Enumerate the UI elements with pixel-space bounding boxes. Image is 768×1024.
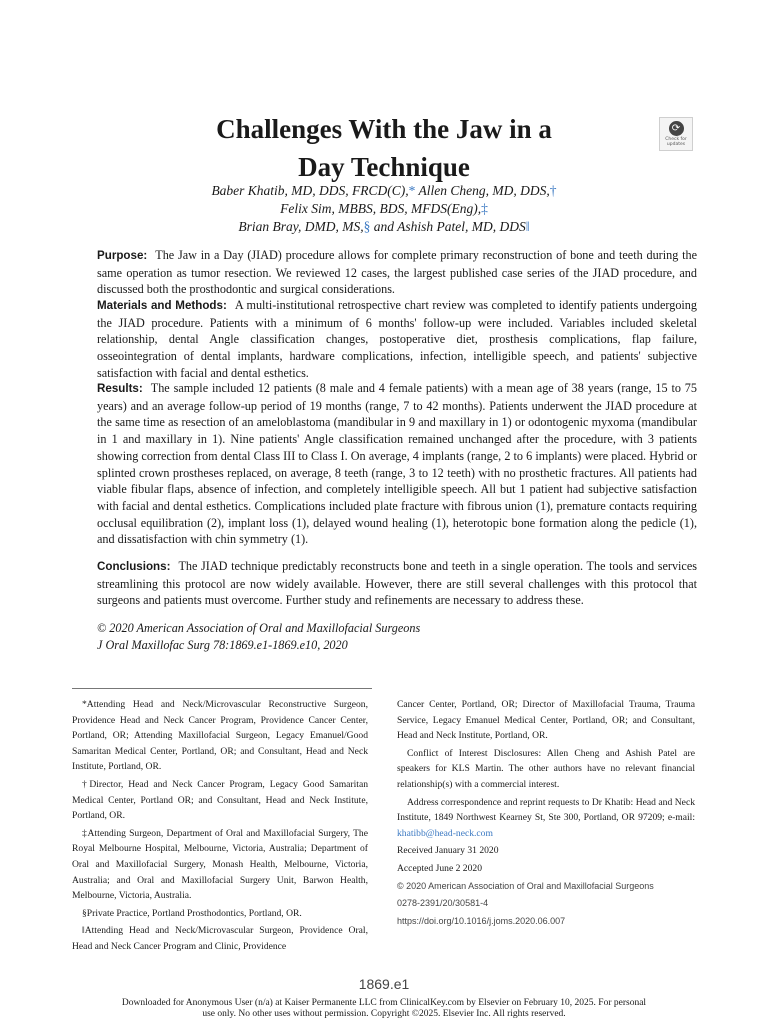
journal-citation: J Oral Maxillofac Surg 78:1869.e1-1869.e10, 2020 — [97, 638, 348, 652]
author-list — [150, 182, 618, 236]
author-sim: Felix Sim, MBBS, BDS, MFDS(Eng), — [280, 201, 482, 216]
author-cheng: Allen Cheng, MD, DDS, — [415, 183, 550, 198]
section-heading: Results: — [97, 382, 143, 395]
footnote-continuation: Cancer Center, Portland, OR; Director of Maxillofacial Trauma, Trauma Service, Legacy Emanuel Medical Center, Portland, OR; and Consultant, Head and Neck Institute, Portland, OR. — [397, 699, 695, 742]
author-patel: and Ashish Patel, MD, DDS — [370, 219, 526, 234]
author-khatib: Baber Khatib, MD, DDS, FRCD(C), — [211, 183, 409, 198]
footnote-copyright: © 2020 American Association of Oral and Maxillofacial Surgeons — [397, 880, 654, 891]
title-line-1: Challenges With the Jaw in a — [216, 114, 552, 144]
footnote-affiliation: ‡Attending Surgeon, Department of Oral and Maxillofacial Surgery, The Royal Melbourne Hospital, Melbourne, Victoria, Australia; Department of Oral and Maxillofacial Surgery, Monash Health, Melbourne, Victoria, Australia; and Oral and Maxillofacial Surgery Unit, Barwon Health, Melbourne, Victoria, Australia. — [72, 827, 368, 902]
footnote-divider — [72, 688, 372, 689]
received-date: Received January 31 2020 — [397, 845, 499, 857]
page-number: 1869.e1 — [358, 976, 410, 992]
section-heading: Purpose: — [97, 249, 148, 262]
footnote-affiliation: ‖Attending Head and Neck/Microvascular Surgeon, Providence Oral, Head and Neck Cancer Program and Clinic, Providence — [72, 925, 368, 952]
accepted-date: Accepted June 2 2020 — [397, 862, 482, 874]
section-heading: Conclusions: — [97, 560, 171, 573]
check-for-updates-label: Check for updates — [665, 137, 687, 147]
title-line-2: Day Technique — [298, 152, 470, 182]
email-link[interactable]: khatibb@head-neck.com — [397, 827, 493, 839]
footnote-affiliation: §Private Practice, Portland Prosthodontics, Portland, OR. — [82, 907, 302, 919]
conflict-of-interest: Conflict of Interest Disclosures: Allen Cheng and Ashish Patel are speakers for KLS Martin. The other authors have no relevant financial relationship(s) with a commercial interest. — [397, 747, 695, 790]
abstract-results — [97, 380, 697, 548]
author-line-3 — [150, 218, 618, 236]
download-notice: Downloaded for Anonymous User (n/a) at Kaiser Permanente LLC from ClinicalKey.com by Elsevier on February 10, 2025. For personal use only. No other uses without permission. Copyright ©2025. Elsevier Inc. All rights reserved. — [121, 998, 647, 1019]
footnote-affiliation: *Attending Head and Neck/Microvascular Reconstructive Surgeon, Providence Head and Neck Cancer Program, Providence Cancer Center, Portland, OR; Attending Maxillofacial Surgeon, Legacy Emanuel/Good Samaritan Medical Center, Portland, OR; and Consultant, Head and Neck Institute, Portland, OR. — [72, 699, 368, 773]
section-text: The sample included 12 patients (8 male and 4 female patients) with a mean age of 38 years (range, 15 to 75 years) and an average follow-up period of 19 months (range, 7 to 42 months). Patients underwent the JIAD procedure at the same time as resection of an ameloblastoma (mandibular in 9 and maxillary in 1) or odontogenic myxoma (mandibular in 1 and maxillary in 1). Nine patients' Angle classification remained unchanged after the procedure, with 3 patients showing correction from dental Class III to Class I. On average, 4 implants (range, 2 to 6 implants) were placed. Hybrid or splinted crown prostheses replaced, on average, 8 teeth (range, 3 to 12 teeth) with no prosthetic fractures. All patients had viable fibular flaps, absence of infection, and completely intelligible speech. All but 1 patient had subjective satisfaction with facial and dental esthetics. Complications included plate fracture with fibrous union (1), premature contacts requiring occlusal equilibration (2), implant loss (1), delayed wound healing (1), heterotopic bone formation along the pedicle (1), and dissatisfaction with chin symmetry (1). — [97, 381, 697, 547]
author-line-2 — [150, 200, 618, 218]
doi-link[interactable]: https://doi.org/10.1016/j.joms.2020.06.007 — [397, 915, 566, 926]
footnotes-left-column — [72, 697, 368, 957]
check-for-updates-badge[interactable] — [659, 117, 693, 151]
author-bray: Brian Bray, DMD, MS, — [238, 219, 364, 234]
article-title — [150, 110, 618, 186]
affiliation-mark[interactable]: ‖ — [525, 219, 530, 234]
footnotes-right-column — [397, 697, 695, 931]
affiliation-mark[interactable]: ‡ — [481, 201, 488, 216]
abstract-copyright: © 2020 American Association of Oral and Maxillofacial Surgeons — [97, 621, 421, 635]
abstract-purpose — [97, 247, 697, 298]
footnote-affiliation: †Director, Head and Neck Cancer Program, Legacy Good Samaritan Medical Center, Portland OR; and Consultant, Head and Neck Institute, Portland, OR. — [72, 778, 368, 822]
section-text: The JIAD technique predictably reconstructs bone and teeth in a single operation. The tools and services streamlining this protocol are now widely available. However, there are still several challenges with this protocol that surgeons and patients must overcome. Further study and refinements are necessary to address these. — [97, 559, 697, 608]
section-text: The Jaw in a Day (JIAD) procedure allows for complete primary reconstruction of bone and teeth during the same operation as tumor resection. We reviewed 12 cases, the largest published case series of the JIAD procedure, and discussed both the prosthodontic and surgical considerations. — [97, 248, 697, 297]
affiliation-mark[interactable]: § — [363, 219, 371, 234]
issn: 0278-2391/20/30581-4 — [397, 898, 489, 909]
bookmark-icon: ⟳ — [669, 121, 684, 136]
section-text: A multi-institutional retrospective chart review was completed to identify patients undergoing the JIAD procedure. Patients with a minimum of 6 months' follow-up were included. Variables included skeletal relationship, dental Angle classification changes, postoperative diet, prosthesis complications, flap failure, osseointegration of dental implants, hardware complications, infection, intelligible speech, and patients' subjective satisfaction with facial and dental esthetics. — [97, 298, 697, 380]
affiliation-mark[interactable]: † — [549, 183, 557, 198]
abstract-methods — [97, 297, 697, 382]
author-line-1 — [150, 182, 618, 200]
correspondence-address: Address correspondence and reprint requests to Dr Khatib: Head and Neck Institute, 1849 Northwest Kearney St, Ste 300, Portland, OR 97209; e-mail: khatibb@head-neck.com — [397, 796, 695, 839]
section-heading: Materials and Methods: — [97, 299, 227, 312]
affiliation-mark[interactable]: * — [408, 183, 416, 198]
abstract-conclusions — [97, 558, 697, 609]
